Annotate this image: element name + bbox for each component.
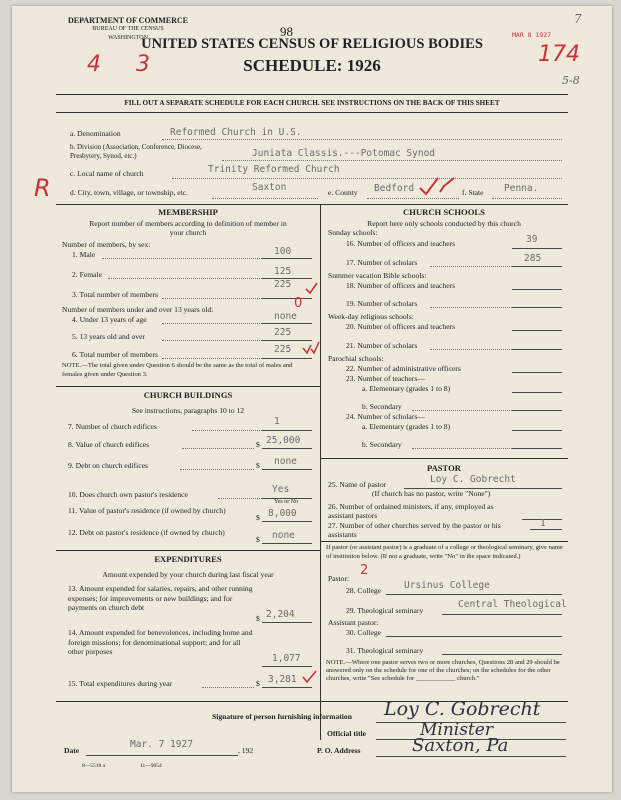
assistant-subheading: Assistant pastor:: [328, 618, 379, 627]
pencil-mark-right: 5-8: [562, 74, 580, 87]
stamp-number: 98: [280, 24, 293, 39]
q12-label: 12. Debt on pastor's residence (if owned by church): [68, 528, 225, 537]
form-number: 8—5518 a: [82, 763, 106, 769]
q17-value[interactable]: 285: [524, 253, 542, 264]
expenditures-sub: Amount expended by your church during last fiscal year: [102, 570, 274, 579]
q11-label: 11. Value of pastor's residence (if owned by church): [68, 506, 226, 515]
buildings-sub: See instructions, paragraphs 10 to 12: [131, 406, 245, 415]
q9-line: [262, 469, 312, 470]
q28-label: 28. College: [346, 586, 382, 595]
q9-value[interactable]: none: [274, 456, 297, 467]
q27-line: [530, 529, 562, 530]
q24b-leader: [412, 448, 512, 449]
schedule-title: SCHEDULE: 1926: [243, 56, 381, 75]
q8-leader: [182, 448, 254, 449]
q7-value[interactable]: 1: [274, 416, 280, 427]
date-label: Date: [64, 746, 80, 755]
red-code-right: 174: [538, 42, 580, 67]
q12-value[interactable]: none: [272, 530, 295, 541]
q28-line: [386, 594, 562, 595]
local-name-line: [172, 178, 562, 179]
q14-label: 14. Amount expended for benevolences, including home and foreign missions; for denominational support; and for all other purposes: [68, 628, 253, 656]
membership-heading: MEMBERSHIP: [158, 207, 218, 217]
q24b-line: [512, 448, 562, 449]
sunday-schools: Sunday schools:: [328, 228, 378, 237]
q23a-line: [512, 392, 562, 393]
state-value[interactable]: Penna.: [504, 183, 539, 194]
q6-value[interactable]: 225: [274, 344, 292, 355]
official-title-label: Official title: [327, 729, 367, 738]
county-line: [367, 198, 459, 199]
q10-label: 10. Does church own pastor's residence: [68, 490, 188, 499]
q19-line: [512, 307, 562, 308]
expenditures-rule: [56, 550, 320, 551]
q24a-line: [512, 430, 562, 431]
section-top-rule: [56, 204, 568, 205]
weekday-schools: Week-day religious schools:: [328, 312, 414, 321]
denomination-label: a. Denomination: [70, 129, 121, 138]
q16-label: 16. Number of officers and teachers: [346, 239, 456, 248]
q10-leader: [218, 498, 262, 499]
q16-value[interactable]: 39: [526, 234, 538, 245]
q25-value[interactable]: Loy C. Gobrecht: [430, 474, 516, 485]
city-label: d. City, town, village, or township, etc.: [70, 188, 189, 197]
schools-heading: CHURCH SCHOOLS: [403, 207, 485, 217]
denomination-line: [162, 139, 562, 140]
buildings-rule: [56, 386, 320, 387]
q4-line: [262, 323, 312, 324]
q11-value[interactable]: 8,000: [268, 508, 297, 519]
pastor-subheading: Pastor:: [328, 574, 350, 583]
q15-label: 15. Total expenditures during year: [68, 679, 173, 688]
q29-label: 29. Theological seminary: [346, 606, 424, 615]
q5-value[interactable]: 225: [274, 327, 292, 338]
q25-note: (If church has no pastor, write "None"): [372, 489, 491, 498]
q13-dollar: $: [256, 614, 260, 623]
pastor-heading: PASTOR: [426, 463, 462, 473]
census-schedule-page: [12, 6, 612, 792]
county-label: e. County: [328, 188, 358, 197]
city-value[interactable]: Saxton: [252, 182, 287, 193]
date-line: [86, 755, 238, 756]
q15-value[interactable]: 3,281: [268, 674, 297, 685]
q22-label: 22. Number of administrative officers: [346, 364, 461, 373]
q6-leader: [162, 358, 262, 359]
po-address-line: [376, 756, 566, 757]
q13-line: [262, 622, 312, 623]
q9-leader: [180, 469, 254, 470]
po-address-value[interactable]: Saxton, Pa: [412, 735, 509, 756]
yes-no-hint: Yes or No: [274, 499, 299, 505]
q14-line: [262, 666, 312, 667]
received-date-stamp: MAR 8 1927: [512, 31, 552, 39]
q3-line: [262, 298, 312, 299]
q21-leader: [430, 349, 512, 350]
form-title: UNITED STATES CENSUS OF RELIGIOUS BODIES: [141, 36, 483, 52]
signature-label: Signature of person furnishing information: [212, 712, 352, 721]
q16-line: [512, 248, 562, 249]
college-rule: [320, 541, 568, 542]
q6-label: 6. Total number of members: [72, 350, 159, 359]
local-name-label: c. Local name of church: [70, 169, 144, 178]
q13-value[interactable]: 2,204: [266, 609, 295, 620]
q27-label: 27. Number of other churches served by the pastor or his assistants: [328, 521, 501, 539]
q30-line: [386, 636, 562, 637]
date-year-suffix: , 192: [238, 746, 254, 755]
pencil-mark-top-right: 7: [574, 12, 582, 26]
q9-label: 9. Debt on church edifices: [68, 461, 148, 470]
q4-leader: [162, 323, 262, 324]
q28-value[interactable]: Ursinus College: [404, 580, 490, 591]
instruction-line: FILL OUT A SEPARATE SCHEDULE FOR EACH CHURCH. SEE INSTRUCTIONS ON THE BACK OF THIS SHEET: [124, 99, 500, 107]
q2-label: 2. Female: [72, 270, 102, 279]
division-label: b. Division (Association, Conference, Diocese, Presbytery, Synod, etc.): [70, 143, 202, 160]
q31-line: [442, 654, 562, 655]
city-line: [212, 198, 318, 199]
q25-label: 25. Name of pastor: [328, 480, 387, 489]
county-value[interactable]: Bedford: [374, 183, 415, 194]
q1-line: [262, 258, 312, 259]
q5-label: 5. 13 years old and over: [72, 332, 145, 341]
q9-dollar: $: [256, 461, 260, 470]
q1-value[interactable]: 100: [274, 246, 292, 257]
q15-leader: [202, 687, 254, 688]
q24-label: 24. Number of scholars—: [346, 412, 425, 421]
division-line: [222, 160, 562, 161]
q15-dollar: $: [256, 679, 260, 688]
q17-label: 17. Number of scholars: [346, 258, 418, 267]
state-line: [492, 198, 562, 199]
red-r-mark: R: [34, 174, 51, 202]
q24a-label: a. Elementary (grades 1 to 8): [362, 422, 451, 431]
q18-line: [512, 289, 562, 290]
po-address-label: P. O. Address: [317, 746, 361, 755]
buildings-heading: CHURCH BUILDINGS: [143, 390, 233, 400]
schools-sub: Report here only schools conducted by this church: [367, 219, 521, 228]
red-check-q15: [302, 670, 318, 684]
q4-value[interactable]: none: [274, 311, 297, 322]
q23-label: 23. Number of teachers—: [346, 374, 425, 383]
q22-line: [512, 372, 562, 373]
denomination-value[interactable]: Reformed Church in U.S.: [170, 127, 302, 138]
official-title-value[interactable]: Minister: [420, 720, 493, 740]
local-name-value[interactable]: Trinity Reformed Church: [208, 164, 340, 175]
q29-line: [442, 614, 562, 615]
state-label: f. State: [462, 188, 484, 197]
q11-line: [262, 521, 312, 522]
q18-label: 18. Number of officers and teachers: [346, 281, 456, 290]
q23b-label: b. Secondary: [362, 402, 402, 411]
q8-label: 8. Value of church edifices: [68, 440, 150, 449]
q20-line: [512, 330, 562, 331]
header-rule: [56, 94, 568, 95]
q4-red-mark: 0: [294, 296, 303, 311]
q11-dollar: $: [256, 513, 260, 522]
age-intro: Number of members under and over 13 years old:: [62, 305, 214, 314]
q8-line: [262, 448, 312, 449]
q14-value[interactable]: 1,077: [272, 653, 301, 664]
q20-label: 20. Number of officers and teachers: [346, 322, 456, 331]
q3-label: 3. Total number of members: [72, 290, 159, 299]
college-intro: If pastor (or assistant pastor) is a graduate of a college or theological seminary, give name of institution below. (If not a graduate, write "No" in the space indicated.): [326, 544, 563, 560]
q21-line: [512, 349, 562, 350]
expenditures-heading: EXPENDITURES: [154, 554, 222, 564]
red-check-q6: [302, 340, 320, 356]
pastor-rule: [320, 458, 568, 459]
q5-leader: [162, 340, 262, 341]
parochial-schools: Parochial schools:: [328, 354, 384, 363]
q23b-leader: [412, 410, 512, 411]
q8-value[interactable]: 25,000: [266, 435, 301, 446]
pastor-red-mark: 2: [360, 563, 369, 578]
q7-leader: [192, 430, 262, 431]
city-name: WASHINGTON: [108, 35, 148, 41]
q24b-label: b. Secondary: [362, 440, 402, 449]
division-value[interactable]: Juniata Classis.---Potomac Synod: [252, 148, 436, 159]
q8-dollar: $: [256, 440, 260, 449]
q4-label: 4. Under 13 years of age: [72, 315, 147, 324]
q10-value[interactable]: Yes: [272, 484, 290, 495]
q3-leader: [162, 298, 262, 299]
q3-value[interactable]: 225: [274, 279, 292, 290]
date-value[interactable]: Mar. 7 1927: [130, 739, 193, 750]
q17-leader: [430, 266, 512, 267]
instruction-rule: [56, 112, 568, 113]
q1-leader: [102, 258, 262, 259]
q13-label: 13. Amount expended for salaries, repairs, and other running expenses; for improvements or new buildings; and for payments on church debt: [68, 584, 253, 612]
q23a-label: a. Elementary (grades 1 to 8): [362, 384, 451, 393]
vacation-schools: Summer vacation Bible schools:: [328, 271, 427, 280]
q7-label: 7. Number of church edifices: [68, 422, 157, 431]
q21-label: 21. Number of scholars: [346, 341, 418, 350]
q19-leader: [430, 307, 512, 308]
red-check-q3: [305, 281, 319, 295]
q29-value[interactable]: Central Theological: [458, 599, 567, 610]
department-name: DEPARTMENT OF COMMERCE: [68, 16, 189, 25]
bureau-name: BUREAU OF THE CENSUS: [92, 26, 164, 32]
q30-label: 30. College: [346, 628, 382, 637]
q26-label: 26. Number of ordained ministers, if any, employed as assistant pastors: [328, 502, 494, 520]
q23b-line: [512, 410, 562, 411]
membership-note: NOTE.—The total given under Question 6 should be the same as the total of males and females given under Question 3.: [62, 362, 293, 378]
q7-line: [262, 430, 312, 431]
q31-label: 31. Theological seminary: [346, 646, 424, 655]
q27-value[interactable]: 1: [540, 518, 546, 529]
q17-line: [512, 266, 562, 267]
q12-dollar: $: [256, 535, 260, 544]
membership-intro: Report number of members according to definition of member in your church: [89, 219, 287, 237]
q19-label: 19. Number of scholars: [346, 299, 418, 308]
membership-by-sex: Number of members, by sex:: [62, 240, 151, 249]
signature-value[interactable]: Loy C. Gobrecht: [384, 698, 541, 720]
q2-leader: [108, 278, 262, 279]
pastor-note: NOTE.—Where one pastor serves two or more churches, Questions 28 and 29 should be answered only on the schedule for one of the churches; on the schedules for the other churches, write "See schedule for ____________ church.": [326, 659, 560, 683]
q2-value[interactable]: 125: [274, 266, 292, 277]
red-check-mark-county: [418, 176, 456, 198]
q6-line: [262, 358, 312, 359]
q1-label: 1. Male: [72, 250, 96, 259]
q15-line: [262, 687, 312, 688]
print-code: 11—9054: [140, 763, 162, 769]
red-code-left: 4 3: [87, 52, 164, 77]
q12-line: [262, 543, 312, 544]
